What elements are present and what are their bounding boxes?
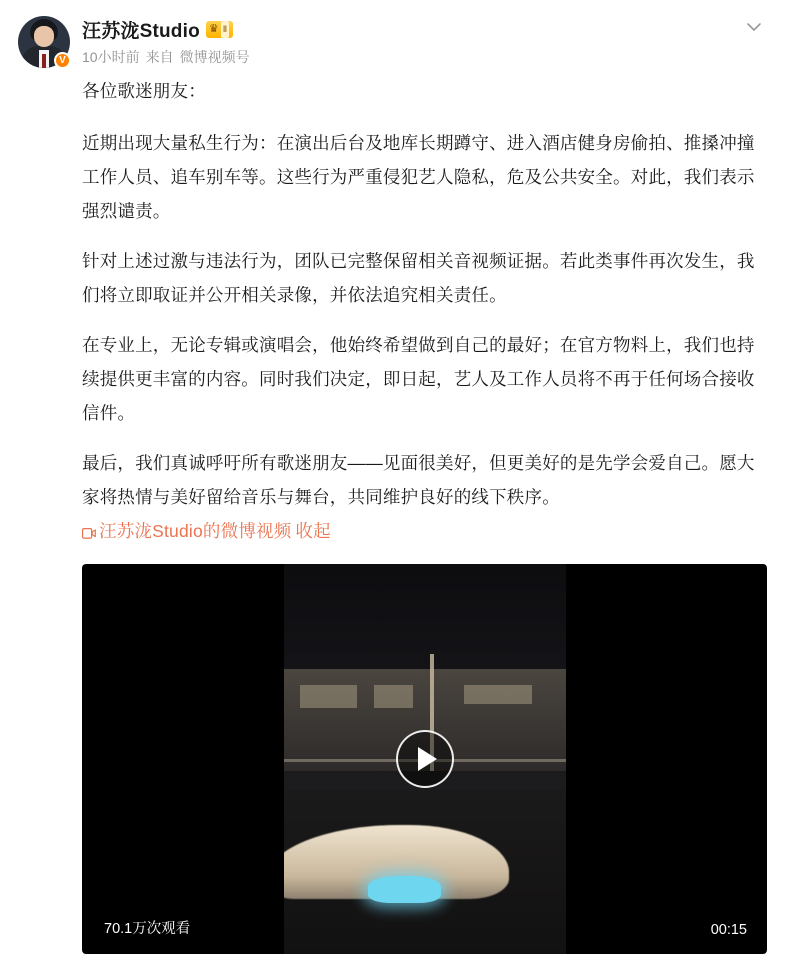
author-nickname[interactable]: 汪苏泷Studio (82, 20, 200, 42)
post-source-prefix: 来自 (145, 49, 174, 65)
post-header (0, 0, 787, 68)
vip-level-label: Ⅱ (221, 21, 229, 38)
verified-badge-icon: V (54, 52, 71, 69)
header-texts (82, 14, 769, 67)
post-time: 10小时前 (82, 49, 140, 65)
post-paragraph: 针对上述过激与违法行为，团队已完整保留相关音视频证据。若此类事件再次发生，我们将立即取证并公开相关录像，并依法追究相关责任。 (82, 251, 755, 305)
video-card[interactable] (82, 564, 767, 954)
avatar-tie (42, 54, 46, 68)
post-meta (82, 47, 769, 67)
post-source[interactable]: 微博视频号 (179, 49, 250, 65)
video-scene-window (464, 685, 532, 705)
video-link[interactable] (82, 521, 291, 541)
name-row (82, 16, 769, 42)
post-paragraph-text: 最后，我们真诚呼吁所有歌迷朋友——见面很美好，但更美好的是先学会爱自己。愿大家将热情与美好留给音乐与舞台，共同维护良好的线下秩序。 (82, 453, 755, 507)
collapse-button[interactable]: 收起 (295, 521, 331, 541)
post-paragraph: 近期出现大量私生行为：在演出后台及地库长期蹲守、进入酒店健身房偷拍、推搡冲撞工作人员、追车别车等。这些行为严重侵犯艺人隐私，危及公共安全。对此，我们表示强烈谴责。 (82, 133, 755, 221)
post-paragraph: 在专业上，无论专辑或演唱会，他始终希望做到自己的最好；在官方物料上，我们也持续提供更丰富的内容。同时我们决定，即日起，艺人及工作人员将不再于任何场合接收信件。 (82, 335, 755, 423)
chevron-down-icon[interactable] (743, 16, 765, 38)
video-scene-light (368, 876, 441, 903)
play-triangle (418, 747, 437, 771)
play-icon[interactable] (396, 730, 454, 788)
video-link-label: 汪苏泷Studio的微博视频 (99, 521, 292, 541)
video-view-count: 70.1万次观看 (104, 921, 191, 937)
vip-crown-badge[interactable] (206, 21, 233, 38)
video-scene-window (300, 685, 356, 708)
video-scene-window (374, 685, 413, 708)
avatar[interactable] (18, 16, 70, 68)
post-paragraph: 各位歌迷朋友： (82, 81, 206, 101)
video-duration: 00:15 (710, 922, 747, 938)
video-icon (82, 516, 96, 550)
post-content (0, 68, 787, 548)
post-paragraph-with-link (82, 446, 767, 548)
avatar-face (34, 26, 54, 47)
crown-icon: ♛ (208, 22, 219, 35)
